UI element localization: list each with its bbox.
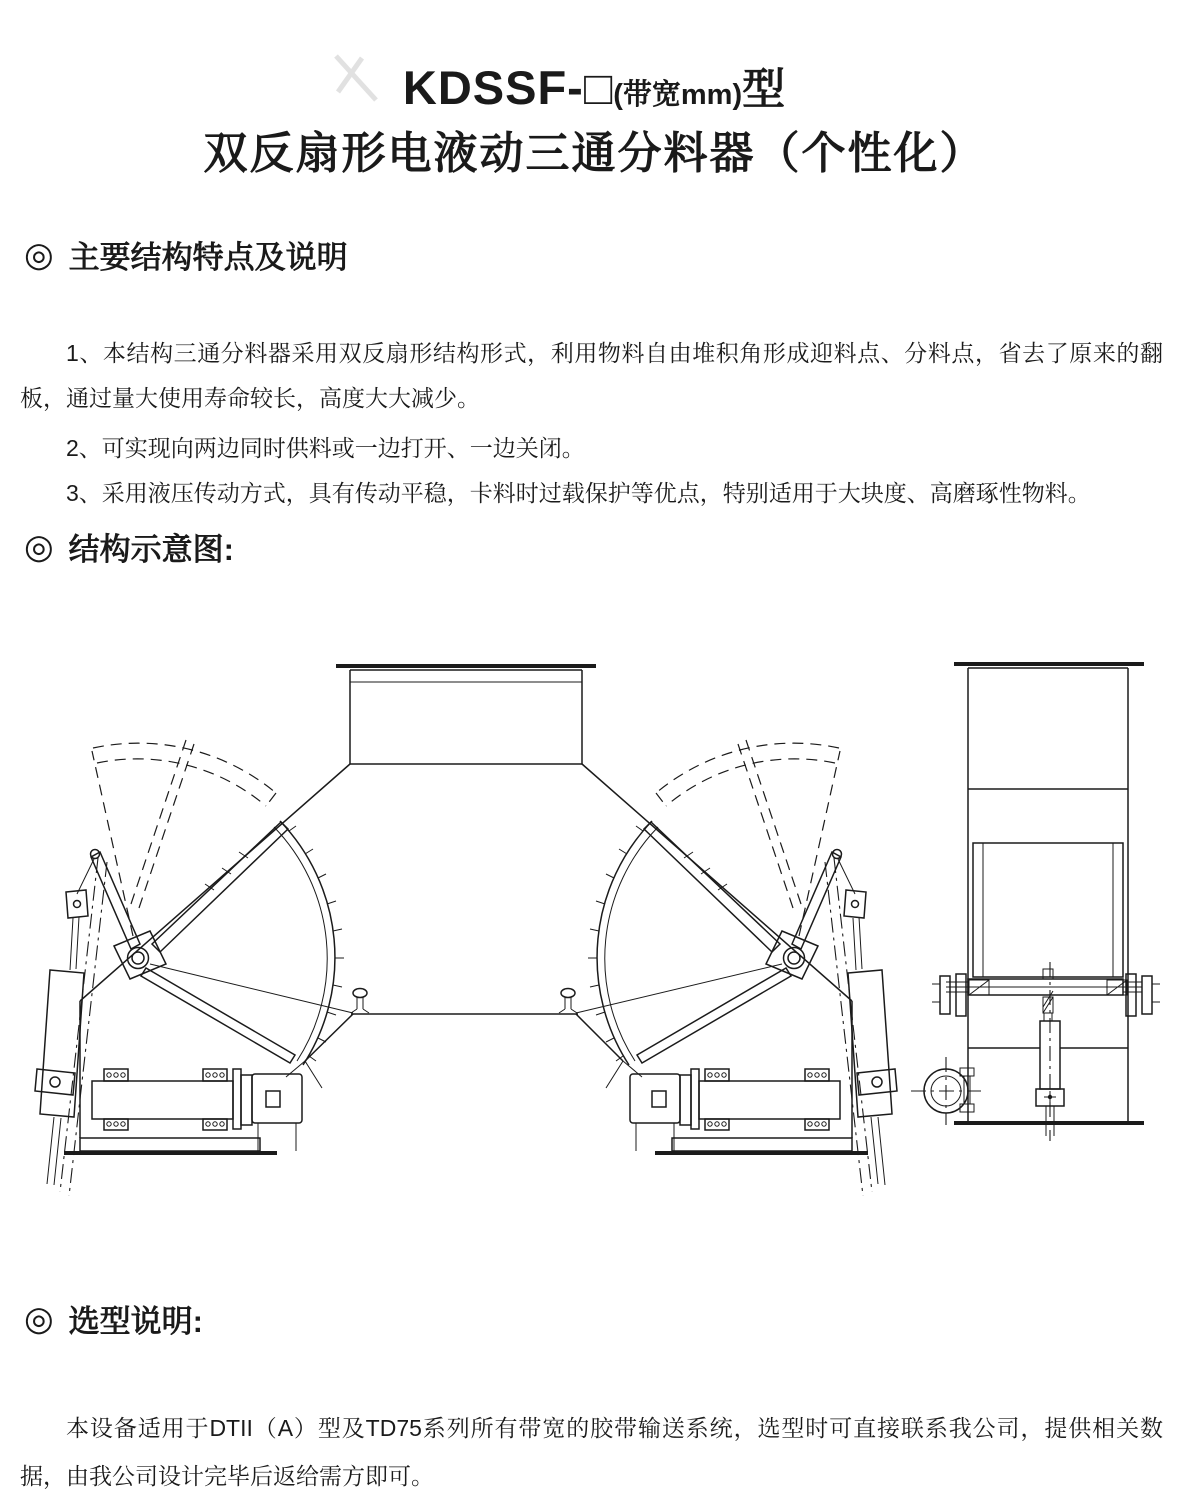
model-prefix: KDSSF- [402,61,584,114]
section-heading-features [24,232,348,277]
feature-item-1: 1、本结构三通分料器采用双反扇形结构形式，利用物料自由堆积角形成迎料点、分料点，省去了原来的翻板，通过量大使用寿命较长，高度大大减少。 [20,340,1163,411]
page-title-name: 双反扇形电液动三通分料器（个性化） [203,129,986,178]
diagram-heading-text: 结构示意图: [68,532,234,567]
side-view-shaft-bar [932,974,1160,1016]
feature-item-3: 3、采用液压传动方式，具有传动平稳，卡料时过载保护等优点，特别适用于大块度、高磨琢性物料。 [66,480,1091,506]
bullseye-bullet-icon: ◎ [24,1299,54,1338]
right-fan-gate [576,740,842,1065]
bullseye-bullet-icon: ◎ [24,527,54,566]
section-heading-diagram [24,524,234,569]
inlet-chute [336,666,596,764]
right-hydraulic-cylinder [825,858,897,1196]
section-heading-selection [24,1296,203,1341]
structure-diagram-svg [0,636,1189,1216]
center-rail-outlet [286,989,642,1089]
side-view-body [954,664,1144,1123]
page-title-model [0,56,1189,117]
selection-heading-text: 选型说明: [68,1304,203,1339]
selection-body-text: 本设备适用于DTII（A）型及TD75系列所有带宽的胶带输送系统，选型时可直接联系我公司，提供相关数据，由我公司设计完毕后返给需方即可。 [20,1415,1163,1489]
bandwidth-note: (带宽mm) [613,79,743,111]
features-heading-text: 主要结构特点及说明 [68,240,348,275]
bullseye-bullet-icon: ◎ [24,235,54,274]
left-fan-gate [91,740,354,1065]
side-view-shaft-end-circle [911,1057,981,1125]
left-hydraulic-cylinder [35,858,107,1196]
left-drive-unit [64,1069,302,1153]
feature-item-2: 2、可实现向两边同时供料或一边打开、一边关闭。 [66,435,585,461]
right-drive-unit [630,1069,868,1153]
side-view [911,664,1160,1141]
front-view [35,666,897,1196]
bandwidth-placeholder-box: □ [583,61,614,114]
diverter-housing [80,764,852,1138]
type-suffix: 型 [742,66,787,114]
side-view-actuator-rod [1036,962,1064,1141]
